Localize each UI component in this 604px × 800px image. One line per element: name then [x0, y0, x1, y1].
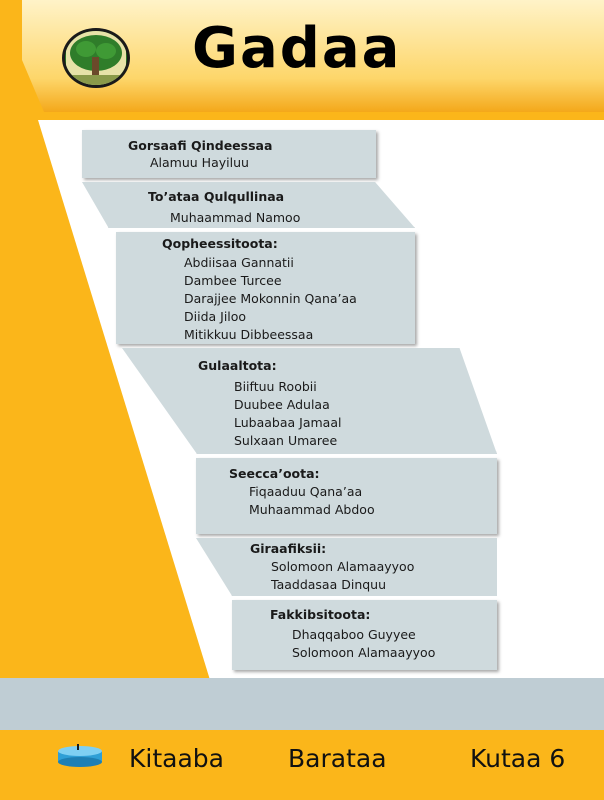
credit-name: Biiftuu Roobii: [234, 379, 317, 394]
credit-name: Dhaqqaboo Guyyee: [292, 627, 416, 642]
tree-logo-icon: [62, 28, 130, 88]
section-label: Fakkibsitoota:: [270, 607, 371, 622]
footer-text-grade: Kutaa 6: [470, 744, 566, 773]
section-label: Seecca’oota:: [229, 466, 320, 481]
credit-name: Sulxaan Umaree: [234, 433, 338, 448]
cylinder-book-icon: [52, 744, 108, 768]
credit-name: Muhaammad Namoo: [170, 210, 301, 225]
credit-name: Abdiisaa Gannatii: [184, 255, 294, 270]
section-label: Gorsaafi Qindeessaa: [128, 138, 273, 153]
credit-name: Lubaabaa Jamaal: [234, 415, 342, 430]
credit-name: Solomoon Alamaayyoo: [292, 645, 436, 660]
bottom-band: [0, 678, 604, 730]
credit-name: Muhaammad Abdoo: [249, 502, 375, 517]
footer-text-book: Kitaaba: [129, 744, 224, 773]
credit-name: Solomoon Alamaayyoo: [271, 559, 415, 574]
credit-name: Fiqaaduu Qana’aa: [249, 484, 363, 499]
footer-text-student: Barataa: [288, 744, 387, 773]
credit-name: Alamuu Hayiluu: [150, 155, 249, 170]
section-label: Qopheessitoota:: [162, 236, 278, 251]
section-label: Giraafiksii:: [250, 541, 327, 556]
book-title: Gadaa: [192, 16, 402, 81]
credit-name: Diida Jiloo: [184, 309, 247, 324]
credit-name: Darajjee Mokonnin Qana’aa: [184, 291, 357, 306]
credit-name: Dambee Turcee: [184, 273, 282, 288]
section-label: Gulaaltota:: [198, 358, 277, 373]
credit-name: Taaddasaa Dinquu: [271, 577, 387, 592]
section-label: To’ataa Qulqullinaa: [148, 189, 285, 204]
credit-name: Duubee Adulaa: [234, 397, 330, 412]
credit-name: Mitikkuu Dibbeessaa: [184, 327, 314, 342]
